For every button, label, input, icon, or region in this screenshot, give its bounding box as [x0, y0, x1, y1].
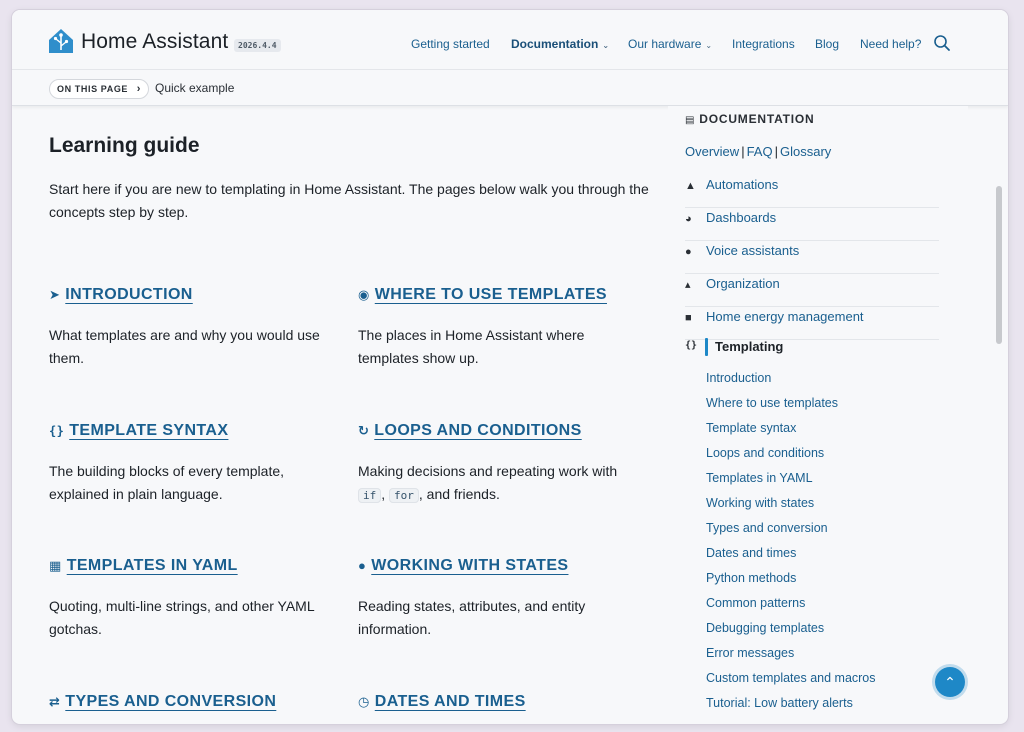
nav-integrations[interactable] [732, 37, 795, 51]
gauge-icon: ◕ [685, 213, 692, 225]
repeat-icon: ↻ [358, 423, 370, 438]
sidebar-subitem[interactable]: Templates in YAML [706, 471, 813, 485]
microphone-icon: ● [685, 246, 692, 258]
swap-arrows-icon: ⇄ [49, 694, 61, 709]
nav-label: Integrations [732, 37, 795, 51]
sidebar-subitem[interactable]: Error messages [706, 646, 795, 660]
sidebar-item-organization[interactable] [685, 274, 939, 307]
sidebar-heading [685, 112, 815, 126]
nav-blog[interactable] [815, 37, 839, 51]
card-description: Reading states, attributes, and entity information. [358, 598, 586, 637]
nav-getting-started[interactable] [411, 37, 490, 51]
card-link-templates-in-yaml[interactable] [49, 557, 339, 575]
card-description: The building blocks of every template, explained in plain language. [49, 463, 285, 502]
card-link-introduction[interactable] [49, 286, 339, 304]
nav-label: Documentation [511, 37, 599, 51]
chevron-up-icon: ⌃ [944, 674, 956, 690]
sidebar-subitem[interactable]: Where to use templates [706, 396, 839, 410]
card-working-with-states [358, 557, 648, 641]
sidebar-top-links [685, 144, 831, 159]
card-introduction [49, 286, 339, 370]
back-to-top-button[interactable] [935, 667, 965, 697]
card-title: TYPES AND CONVERSION [65, 693, 277, 710]
card-template-syntax [49, 422, 339, 506]
code-braces-icon: {} [49, 424, 65, 438]
sidebar-subitem[interactable]: Loops and conditions [706, 446, 825, 460]
intro-paragraph: Start here if you are new to templating in Home Assistant. The pages below walk you through the concepts step by step. [49, 181, 649, 220]
energy-icon: ■ [685, 312, 692, 324]
card-where-to-use [358, 286, 648, 370]
book-icon: ▤ [685, 115, 696, 126]
code-braces-icon: {} [685, 340, 698, 351]
clock-icon: ◷ [358, 694, 370, 709]
link-overview[interactable]: Overview [685, 144, 740, 159]
organization-icon: ▴ [685, 279, 691, 291]
nav-documentation[interactable] [511, 37, 609, 51]
sidebar-subitem[interactable]: Introduction [706, 371, 772, 385]
code-if: if [358, 488, 381, 503]
card-description: The places in Home Assistant where templates show up. [358, 327, 585, 366]
card-templates-in-yaml [49, 557, 339, 641]
site-header [12, 10, 1008, 70]
sidebar-subitem[interactable]: Debugging templates [706, 621, 825, 635]
desc-text: , [381, 486, 386, 502]
nav-label: Blog [815, 37, 840, 51]
brand-name[interactable]: Home Assistant [81, 30, 229, 53]
nav-label: Getting started [411, 37, 490, 51]
browser-window [12, 10, 1008, 724]
nav-need-help[interactable] [860, 37, 921, 51]
card-loops-conditions [358, 422, 648, 507]
robot-icon: ▲ [685, 180, 696, 192]
card-title: WHERE TO USE TEMPLATES [374, 286, 607, 303]
chevron-down-icon: ⌄ [705, 41, 713, 50]
separator: | [774, 144, 778, 159]
sidebar-subitem[interactable]: Custom templates and macros [706, 671, 876, 685]
sidebar-item-label: Home energy management [706, 309, 864, 324]
current-section-label[interactable]: Quick example [155, 81, 235, 95]
docs-sidebar [668, 106, 968, 724]
sidebar-subitem[interactable]: Python methods [706, 571, 797, 585]
home-assistant-logo[interactable] [48, 28, 74, 54]
on-this-page-bar [12, 71, 1008, 106]
separator: | [741, 144, 745, 159]
sidebar-item-label: Automations [706, 177, 779, 192]
card-types-conversion [49, 693, 339, 711]
sidebar-item-dashboards[interactable] [685, 208, 939, 241]
card-description: Quoting, multi-line strings, and other YAML gotchas. [49, 598, 315, 637]
desc-text: , and friends. [418, 486, 500, 502]
card-description [358, 460, 648, 507]
card-dates-times [358, 693, 648, 711]
sidebar-subitem[interactable]: Common patterns [706, 596, 806, 610]
sidebar-subitem[interactable]: Dates and times [706, 546, 797, 560]
link-faq[interactable]: FAQ [746, 144, 773, 159]
card-title: WORKING WITH STATES [371, 557, 569, 574]
rocket-icon: ➤ [49, 287, 61, 302]
card-title: DATES AND TIMES [374, 693, 526, 710]
card-link-where-to-use[interactable] [358, 286, 648, 304]
card-title: TEMPLATES IN YAML [66, 557, 238, 574]
card-title: TEMPLATE SYNTAX [69, 422, 229, 439]
map-marker-icon: ◉ [358, 287, 370, 302]
chevron-down-icon: ⌄ [602, 41, 610, 50]
toggle-icon: ● [358, 558, 367, 573]
sidebar-item-voice-assistants[interactable] [685, 241, 939, 274]
chevron-right-icon: › [136, 83, 141, 95]
nav-our-hardware[interactable] [628, 37, 712, 51]
card-title: LOOPS AND CONDITIONS [374, 422, 582, 439]
sidebar-item-label: Templating [715, 339, 784, 354]
sidebar-subitem[interactable]: Working with states [706, 496, 815, 510]
sidebar-subitem[interactable]: Template syntax [706, 421, 797, 435]
search-icon[interactable] [933, 34, 951, 52]
sidebar-item-automations[interactable] [685, 175, 939, 208]
link-glossary[interactable]: Glossary [779, 144, 832, 159]
sidebar-subitem[interactable]: Types and conversion [706, 521, 828, 535]
card-title: INTRODUCTION [65, 286, 193, 303]
card-link-template-syntax[interactable] [49, 422, 339, 440]
sidebar-item-label: Dashboards [706, 210, 777, 225]
page-title: Learning guide [49, 134, 200, 157]
version-badge: 2026.4.4 [234, 39, 281, 52]
sidebar-heading-label: DOCUMENTATION [699, 112, 815, 126]
card-link-loops-conditions[interactable] [358, 422, 648, 440]
sidebar-item-home-energy[interactable] [685, 307, 939, 340]
on-this-page-label: ON THIS PAGE [57, 84, 129, 94]
scrollbar-thumb[interactable] [996, 186, 1002, 344]
file-code-icon: ▦ [49, 558, 62, 573]
desc-text: Making decisions and repeating work with [358, 463, 618, 479]
sidebar-subitem[interactable]: Tutorial: Low battery alerts [706, 696, 853, 710]
card-description: What templates are and why you would use them. [49, 327, 320, 366]
card-link-dates-times[interactable] [358, 693, 648, 711]
on-this-page-button[interactable] [49, 79, 149, 99]
code-for: for [389, 488, 419, 503]
card-link-types-conversion[interactable] [49, 693, 339, 711]
nav-label: Our hardware [628, 37, 702, 51]
card-link-working-with-states[interactable] [358, 557, 648, 575]
sidebar-item-label: Voice assistants [706, 243, 800, 258]
nav-label: Need help? [860, 37, 922, 51]
page-scrollbar[interactable] [994, 106, 1004, 718]
active-indicator [705, 338, 708, 356]
sidebar-item-label: Organization [706, 276, 780, 291]
